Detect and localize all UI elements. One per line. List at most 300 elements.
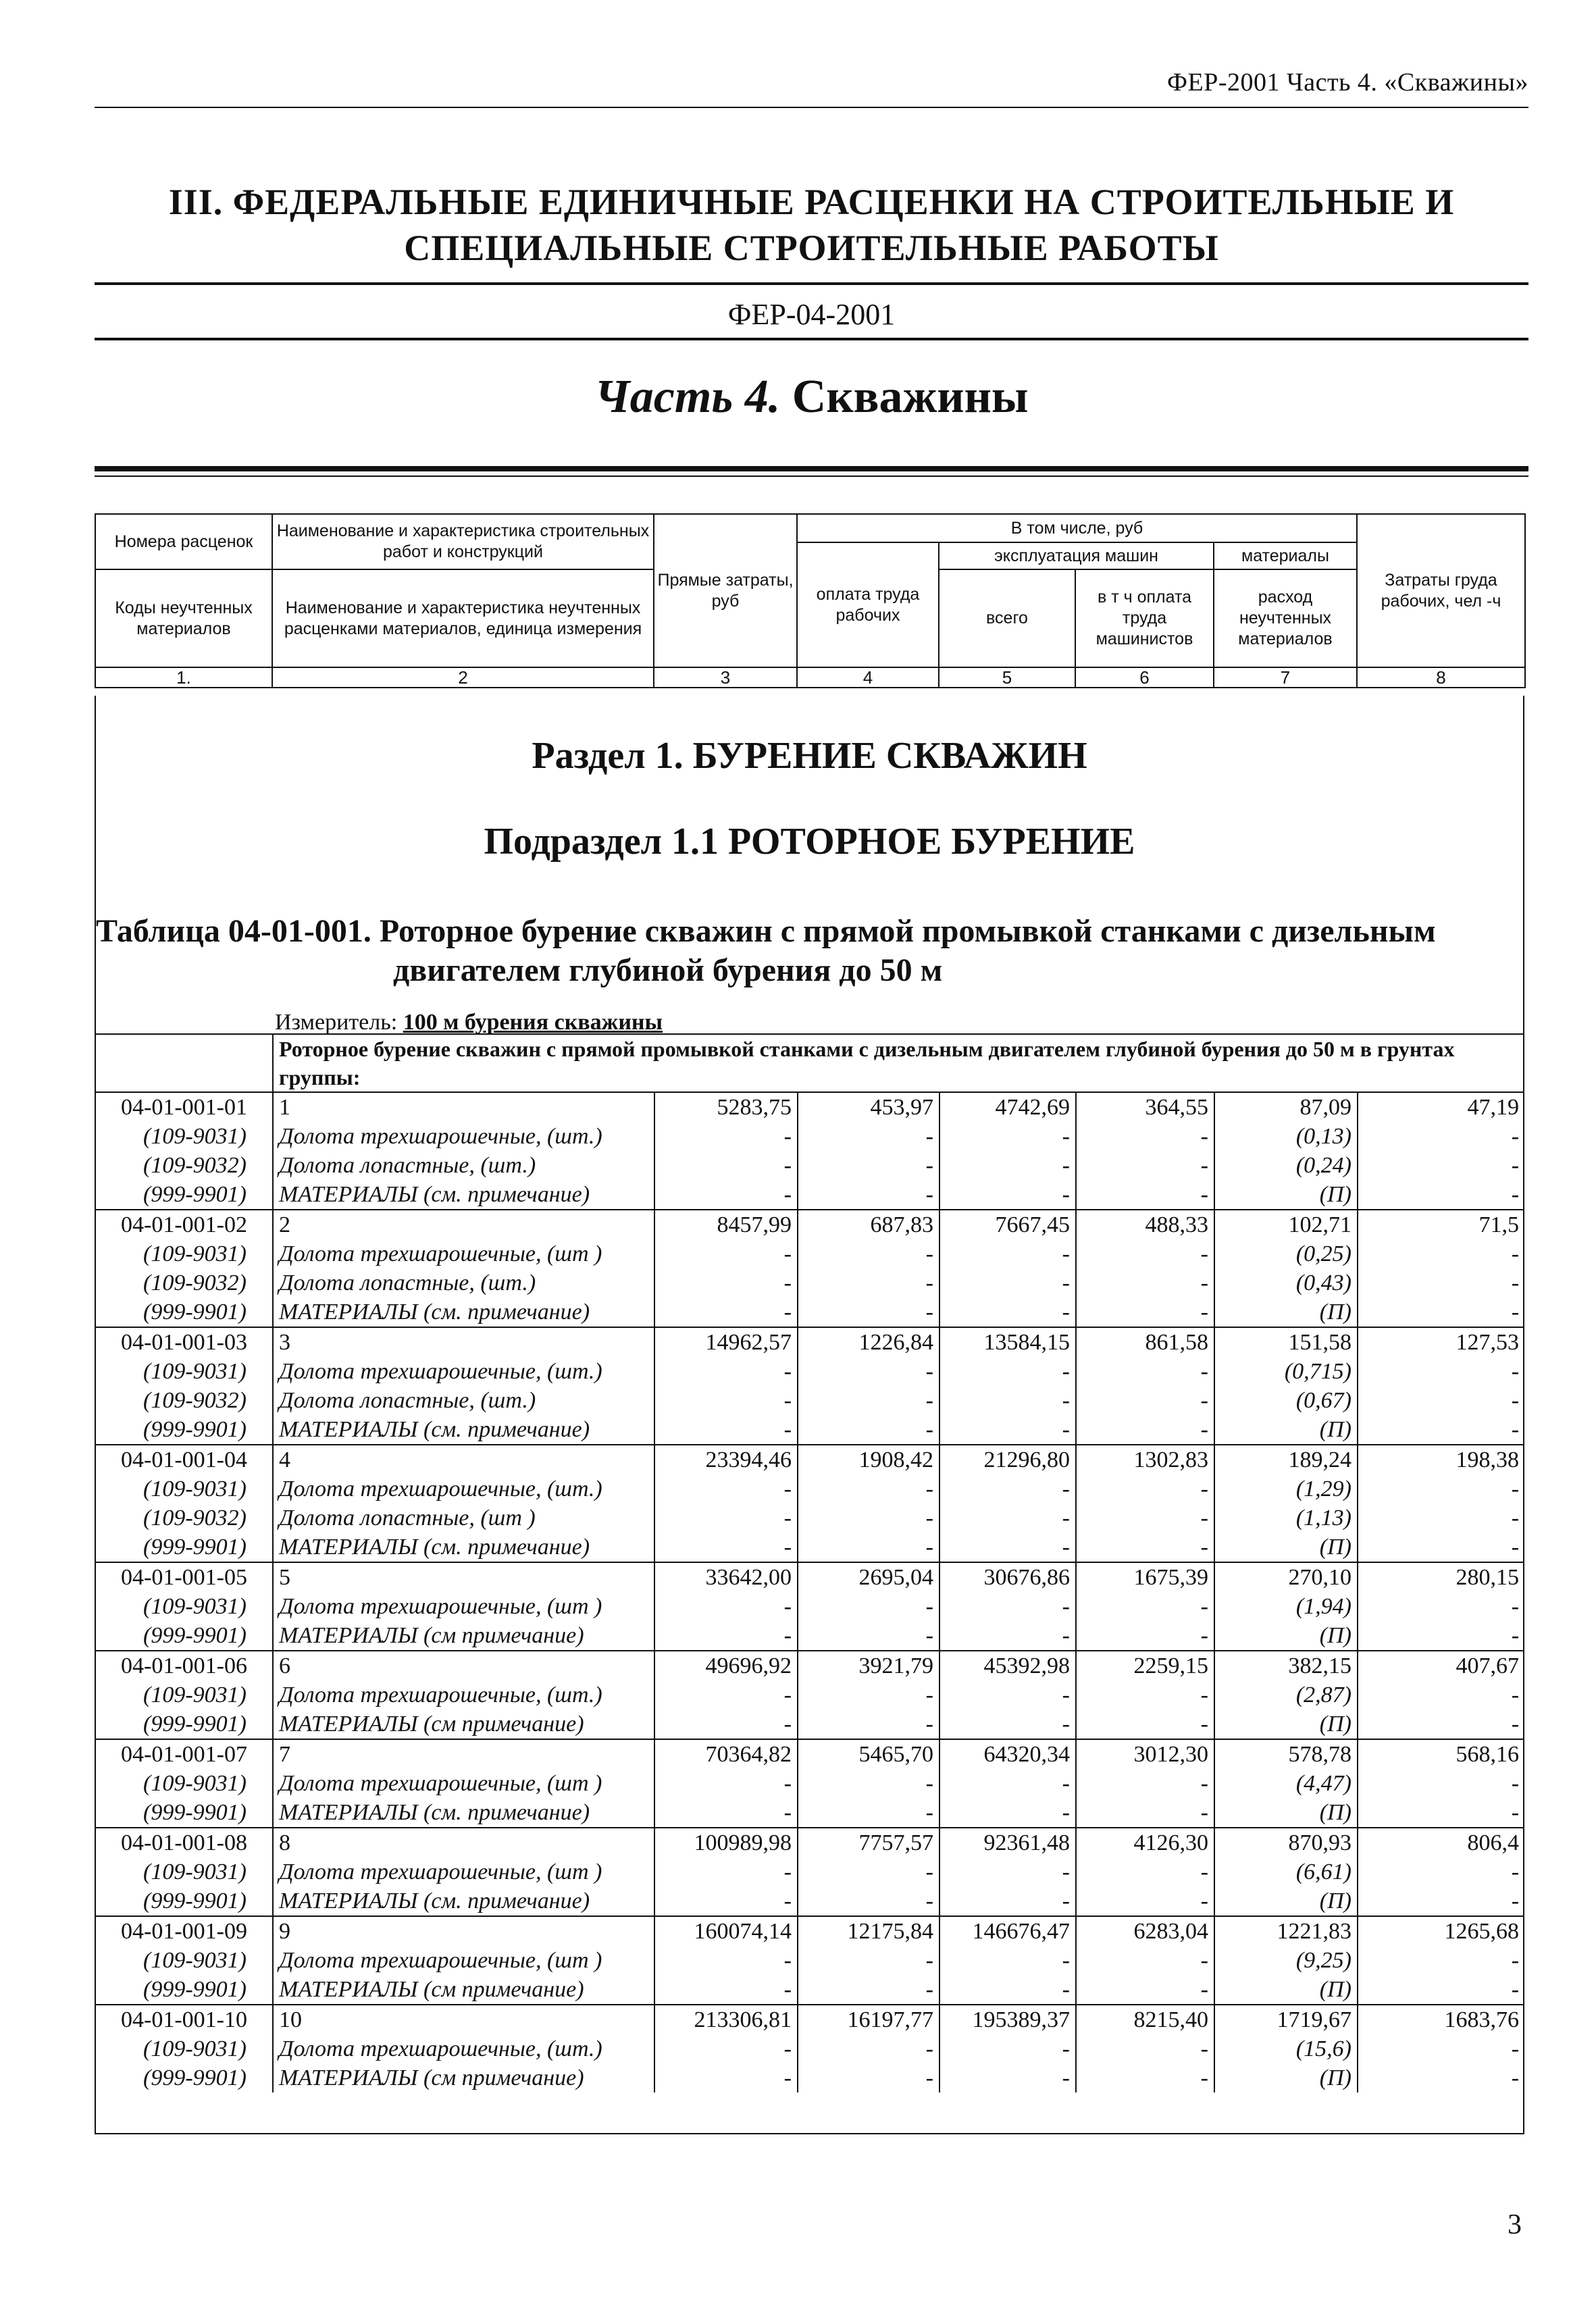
rate-code: 04-01-001-10: [96, 2005, 273, 2034]
rate-name: Долота лопастные, (шт.): [273, 1268, 654, 1297]
workers-pay: -: [798, 1474, 939, 1503]
material-usage: (П): [1214, 1533, 1358, 1562]
direct-costs: -: [654, 1533, 798, 1562]
operators-pay: -: [1076, 1533, 1214, 1562]
machines-total: -: [939, 1886, 1076, 1916]
labor-hours: 198,38: [1358, 1445, 1524, 1474]
rate-row: [96, 1562, 1524, 1592]
rate-name: Долота лопастные, (шт.): [273, 1151, 654, 1180]
workers-pay: 12175,84: [798, 1916, 939, 1946]
direct-costs: -: [654, 1975, 798, 2005]
machines-total: -: [939, 1709, 1076, 1739]
column-number: 3: [654, 667, 797, 688]
rate-name: МАТЕРИАЛЫ (см примечание): [273, 1709, 654, 1739]
labor-hours: -: [1358, 1886, 1524, 1916]
material-usage: (1,94): [1214, 1592, 1358, 1621]
unit-of-measure: [275, 1010, 663, 1035]
operators-pay: -: [1076, 1503, 1214, 1533]
machines-total: 146676,47: [939, 1916, 1076, 1946]
intro-spacer: [96, 1034, 273, 1092]
part-name: Скважины: [792, 371, 1029, 423]
column-number: 2: [272, 667, 654, 688]
material-row: [96, 1533, 1524, 1562]
machines-total: 13584,15: [939, 1327, 1076, 1357]
operators-pay: -: [1076, 1415, 1214, 1445]
operators-pay: -: [1076, 1386, 1214, 1415]
rate-code: (999-9901): [143, 1300, 247, 1325]
direct-costs: -: [654, 1769, 798, 1798]
rate-name: 2: [273, 1210, 654, 1239]
material-row: [96, 1297, 1524, 1327]
direct-costs: 49696,92: [654, 1651, 798, 1680]
rate-code: (999-9901): [143, 1182, 247, 1207]
part-rule-thick: [95, 466, 1528, 471]
operators-pay: -: [1076, 1975, 1214, 2005]
material-usage: (П): [1214, 1297, 1358, 1327]
header-direct-costs: Прямые затраты, руб: [654, 514, 797, 667]
material-usage: 578,78: [1214, 1739, 1358, 1769]
direct-costs: -: [654, 2063, 798, 2092]
direct-costs: -: [654, 1474, 798, 1503]
rate-name: 1: [273, 1092, 654, 1122]
rate-code: 04-01-001-08: [96, 1828, 273, 1857]
labor-hours: -: [1358, 1180, 1524, 1210]
machines-total: -: [939, 2063, 1076, 2092]
material-row: [96, 1946, 1524, 1975]
rate-code: 04-01-001-04: [96, 1445, 273, 1474]
material-row: [96, 1386, 1524, 1415]
labor-hours: -: [1358, 1268, 1524, 1297]
material-row: [96, 2063, 1524, 2092]
machines-total: -: [939, 1474, 1076, 1503]
material-usage: 87,09: [1214, 1092, 1358, 1122]
rate-name: 6: [273, 1651, 654, 1680]
direct-costs: 5283,75: [654, 1092, 798, 1122]
rate-name: Долота трехшарошечные, (шт ): [273, 1857, 654, 1886]
header-machine-operation: эксплуатация машин: [939, 542, 1214, 569]
material-usage: (П): [1214, 1709, 1358, 1739]
material-row: [96, 1975, 1524, 2005]
direct-costs: 14962,57: [654, 1327, 798, 1357]
material-usage: (9,25): [1214, 1946, 1358, 1975]
operators-pay: -: [1076, 1946, 1214, 1975]
material-usage: 1719,67: [1214, 2005, 1358, 2034]
rate-code: (109-9032): [143, 1506, 247, 1531]
rate-name: Долота трехшарошечные, (шт ): [273, 1946, 654, 1975]
material-usage: (15,6): [1214, 2034, 1358, 2063]
machines-total: 45392,98: [939, 1651, 1076, 1680]
rate-code: 04-01-001-03: [96, 1327, 273, 1357]
workers-pay: -: [798, 2063, 939, 2092]
workers-pay: -: [798, 1857, 939, 1886]
header-operators-pay: в т ч оплата труда машинистов: [1075, 569, 1214, 667]
material-usage: (0,24): [1214, 1151, 1358, 1180]
direct-costs: -: [654, 1709, 798, 1739]
header-labor-hours: Затраты груда рабочих, чел -ч: [1357, 514, 1525, 667]
rate-row: [96, 1828, 1524, 1857]
rate-code: (999-9901): [143, 1417, 247, 1442]
operators-pay: -: [1076, 1151, 1214, 1180]
labor-hours: -: [1358, 1533, 1524, 1562]
labor-hours: 127,53: [1358, 1327, 1524, 1357]
workers-pay: -: [798, 1769, 939, 1798]
rate-row: [96, 1092, 1524, 1122]
operators-pay: -: [1076, 1239, 1214, 1268]
labor-hours: -: [1358, 1975, 1524, 2005]
material-usage: (0,67): [1214, 1386, 1358, 1415]
rate-name: 10: [273, 2005, 654, 2034]
rate-code: 04-01-001-02: [96, 1210, 273, 1239]
rate-code: 04-01-001-09: [96, 1916, 273, 1946]
rates-table: [96, 1033, 1524, 2092]
rate-name: МАТЕРИАЛЫ (см. примечание): [273, 1180, 654, 1210]
material-usage: (0,715): [1214, 1357, 1358, 1386]
column-number: 5: [939, 667, 1075, 688]
rate-row: [96, 1445, 1524, 1474]
rate-name: МАТЕРИАЛЫ (см примечание): [273, 2063, 654, 2092]
workers-pay: -: [798, 1621, 939, 1651]
measure-label: Измеритель:: [275, 1010, 398, 1035]
rate-code: 04-01-001-07: [96, 1739, 273, 1769]
labor-hours: -: [1358, 1503, 1524, 1533]
workers-pay: 5465,70: [798, 1739, 939, 1769]
measure-value: 100 м бурения скважины: [403, 1010, 663, 1035]
workers-pay: 1908,42: [798, 1445, 939, 1474]
rate-row: [96, 1210, 1524, 1239]
machines-total: -: [939, 1533, 1076, 1562]
material-row: [96, 1857, 1524, 1886]
rate-code: (109-9031): [143, 1682, 247, 1707]
workers-pay: -: [798, 1709, 939, 1739]
operators-pay: -: [1076, 1680, 1214, 1709]
operators-pay: 8215,40: [1076, 2005, 1214, 2034]
workers-pay: -: [798, 1680, 939, 1709]
operators-pay: 3012,30: [1076, 1739, 1214, 1769]
direct-costs: 160074,14: [654, 1916, 798, 1946]
material-usage: 270,10: [1214, 1562, 1358, 1592]
rate-code: (109-9031): [143, 2036, 247, 2061]
labor-hours: -: [1358, 1798, 1524, 1828]
machines-total: -: [939, 1122, 1076, 1151]
machines-total: 21296,80: [939, 1445, 1076, 1474]
direct-costs: -: [654, 1180, 798, 1210]
rate-code: (999-9901): [143, 1800, 247, 1825]
operators-pay: -: [1076, 1886, 1214, 1916]
rate-code: (109-9032): [143, 1270, 247, 1295]
direct-costs: -: [654, 1122, 798, 1151]
column-number: 8: [1357, 667, 1525, 688]
operators-pay: 364,55: [1076, 1092, 1214, 1122]
direct-costs: -: [654, 1357, 798, 1386]
material-usage: (П): [1214, 1975, 1358, 2005]
operators-pay: 4126,30: [1076, 1828, 1214, 1857]
operators-pay: -: [1076, 1268, 1214, 1297]
labor-hours: -: [1358, 1946, 1524, 1975]
workers-pay: -: [798, 1386, 939, 1415]
labor-hours: -: [1358, 1709, 1524, 1739]
column-number: 6: [1075, 667, 1214, 688]
material-row: [96, 1798, 1524, 1828]
section-title: Раздел 1. БУРЕНИЕ СКВАЖИН: [532, 735, 1087, 777]
column-number: 1.: [95, 667, 272, 688]
operators-pay: 488,33: [1076, 1210, 1214, 1239]
labor-hours: -: [1358, 1474, 1524, 1503]
rate-name: Долота трехшарошечные, (шт ): [273, 1239, 654, 1268]
part-title: [95, 370, 1528, 424]
material-row: [96, 1415, 1524, 1445]
rate-code: (109-9031): [143, 1859, 247, 1884]
labor-hours: -: [1358, 2034, 1524, 2063]
part-rule-thin: [95, 475, 1528, 477]
header-material-names: Наименование и характеристика неучтенных расценками материалов, единица измерения: [272, 569, 654, 667]
operators-pay: 1675,39: [1076, 1562, 1214, 1592]
machines-total: 30676,86: [939, 1562, 1076, 1592]
rate-code: (109-9031): [143, 1124, 247, 1149]
machines-total: 92361,48: [939, 1828, 1076, 1857]
material-row: [96, 1180, 1524, 1210]
workers-pay: -: [798, 1946, 939, 1975]
operators-pay: -: [1076, 1297, 1214, 1327]
workers-pay: -: [798, 1592, 939, 1621]
table-title: [96, 912, 1510, 990]
material-row: [96, 1239, 1524, 1268]
part-prefix: Часть 4.: [594, 371, 781, 423]
machines-total: -: [939, 1297, 1076, 1327]
rate-code: (999-9901): [143, 1623, 247, 1648]
machines-total: -: [939, 1621, 1076, 1651]
rate-name: 8: [273, 1828, 654, 1857]
material-row: [96, 1769, 1524, 1798]
labor-hours: 407,67: [1358, 1651, 1524, 1680]
labor-hours: -: [1358, 1680, 1524, 1709]
rate-name: Долота трехшарошечные, (шт.): [273, 1122, 654, 1151]
main-title-line-1: III. ФЕДЕРАЛЬНЫЕ ЕДИНИЧНЫЕ РАСЦЕНКИ НА СТРОИТЕЛЬНЫЕ И: [168, 182, 1455, 222]
material-row: [96, 2034, 1524, 2063]
material-usage: (4,47): [1214, 1769, 1358, 1798]
labor-hours: 1683,76: [1358, 2005, 1524, 2034]
workers-pay: -: [798, 2034, 939, 2063]
main-title-line-2: СПЕЦИАЛЬНЫЕ СТРОИТЕЛЬНЫЕ РАБОТЫ: [404, 228, 1219, 268]
labor-hours: 47,19: [1358, 1092, 1524, 1122]
header-work-name: Наименование и характеристика строительных работ и конструкций: [272, 514, 654, 569]
material-row: [96, 1886, 1524, 1916]
direct-costs: -: [654, 1297, 798, 1327]
direct-costs: 213306,81: [654, 2005, 798, 2034]
material-usage: 382,15: [1214, 1651, 1358, 1680]
workers-pay: -: [798, 1180, 939, 1210]
material-row: [96, 1474, 1524, 1503]
direct-costs: -: [654, 1268, 798, 1297]
workers-pay: -: [798, 1415, 939, 1445]
material-usage: (0,43): [1214, 1268, 1358, 1297]
header-workers-pay: оплата труда рабочих: [797, 542, 939, 667]
workers-pay: -: [798, 1297, 939, 1327]
code-title-bottom-rule: [95, 338, 1528, 340]
material-usage: 102,71: [1214, 1210, 1358, 1239]
workers-pay: -: [798, 1975, 939, 2005]
header-machines-total: всего: [939, 569, 1075, 667]
labor-hours: 568,16: [1358, 1739, 1524, 1769]
rate-code: (109-9032): [143, 1153, 247, 1178]
rate-name: Долота лопастные, (шт.): [273, 1386, 654, 1415]
direct-costs: -: [654, 1886, 798, 1916]
rate-row: [96, 1651, 1524, 1680]
material-row: [96, 1357, 1524, 1386]
operators-pay: -: [1076, 1798, 1214, 1828]
page-number: 3: [1508, 2209, 1522, 2240]
header-materials: материалы: [1214, 542, 1357, 569]
machines-total: 7667,45: [939, 1210, 1076, 1239]
machines-total: 64320,34: [939, 1739, 1076, 1769]
workers-pay: -: [798, 1533, 939, 1562]
machines-total: -: [939, 1503, 1076, 1533]
direct-costs: -: [654, 1592, 798, 1621]
material-usage: (П): [1214, 1180, 1358, 1210]
labor-hours: -: [1358, 1621, 1524, 1651]
operators-pay: -: [1076, 1857, 1214, 1886]
header-material-usage: расход неучтенных материалов: [1214, 569, 1357, 667]
direct-costs: -: [654, 1239, 798, 1268]
workers-pay: 1226,84: [798, 1327, 939, 1357]
rate-name: Долота трехшарошечные, (шт.): [273, 2034, 654, 2063]
machines-total: -: [939, 1798, 1076, 1828]
direct-costs: -: [654, 1798, 798, 1828]
rate-name: 9: [273, 1916, 654, 1946]
machines-total: -: [939, 1151, 1076, 1180]
rate-name: МАТЕРИАЛЫ (см. примечание): [273, 1297, 654, 1327]
material-usage: (6,61): [1214, 1857, 1358, 1886]
machines-total: -: [939, 1268, 1076, 1297]
subsection-title: Подраздел 1.1 РОТОРНОЕ БУРЕНИЕ: [484, 821, 1135, 863]
workers-pay: -: [798, 1122, 939, 1151]
material-row: [96, 1680, 1524, 1709]
material-row: [96, 1621, 1524, 1651]
direct-costs: 70364,82: [654, 1739, 798, 1769]
material-usage: (1,13): [1214, 1503, 1358, 1533]
material-usage: (П): [1214, 1621, 1358, 1651]
labor-hours: -: [1358, 1122, 1524, 1151]
material-row: [96, 1709, 1524, 1739]
rate-code: (999-9901): [143, 1535, 247, 1560]
workers-pay: 7757,57: [798, 1828, 939, 1857]
table-title-line-2: двигателем глубиной бурения до 50 м: [393, 952, 943, 988]
rate-name: Долота трехшарошечные, (шт.): [273, 1474, 654, 1503]
workers-pay: -: [798, 1503, 939, 1533]
machines-total: 4742,69: [939, 1092, 1076, 1122]
labor-hours: -: [1358, 1592, 1524, 1621]
rate-code: 04-01-001-01: [96, 1092, 273, 1122]
material-row: [96, 1503, 1524, 1533]
workers-pay: 453,97: [798, 1092, 939, 1122]
labor-hours: -: [1358, 1239, 1524, 1268]
machines-total: 195389,37: [939, 2005, 1076, 2034]
rate-name: Долота трехшарошечные, (шт ): [273, 1769, 654, 1798]
labor-hours: 71,5: [1358, 1210, 1524, 1239]
direct-costs: -: [654, 1621, 798, 1651]
code-title: ФЕР-04-2001: [727, 298, 896, 331]
rate-code: (109-9031): [143, 1241, 247, 1266]
operators-pay: -: [1076, 1180, 1214, 1210]
table-body: [95, 696, 1524, 2134]
direct-costs: 8457,99: [654, 1210, 798, 1239]
material-row: [96, 1268, 1524, 1297]
rate-code: (999-9901): [143, 2065, 247, 2090]
operators-pay: 1302,83: [1076, 1445, 1214, 1474]
machines-total: -: [939, 1386, 1076, 1415]
machines-total: -: [939, 1239, 1076, 1268]
workers-pay: -: [798, 1886, 939, 1916]
material-row: [96, 1122, 1524, 1151]
table-title-line-1: Таблица 04-01-001. Роторное бурение скважин с прямой промывкой станками с дизельным: [96, 913, 1436, 949]
rate-code: (999-9901): [143, 1977, 247, 2002]
rate-code: 04-01-001-05: [96, 1562, 273, 1592]
labor-hours: -: [1358, 1357, 1524, 1386]
operators-pay: -: [1076, 2034, 1214, 2063]
rate-row: [96, 1327, 1524, 1357]
rate-code: (109-9031): [143, 1359, 247, 1384]
direct-costs: -: [654, 1946, 798, 1975]
rate-code: (999-9901): [143, 1888, 247, 1913]
rate-name: 4: [273, 1445, 654, 1474]
labor-hours: -: [1358, 1857, 1524, 1886]
labor-hours: -: [1358, 1297, 1524, 1327]
machines-total: -: [939, 2034, 1076, 2063]
rate-row: [96, 1739, 1524, 1769]
header-including: В том числе, руб: [797, 514, 1357, 542]
direct-costs: -: [654, 1151, 798, 1180]
intro-text: Роторное бурение скважин с прямой промывкой станками с дизельным двигателем глубиной бурения до 50 м в грунтах группы:: [273, 1034, 1524, 1092]
direct-costs: -: [654, 1386, 798, 1415]
rate-name: Долота трехшарошечные, (шт.): [273, 1357, 654, 1386]
operators-pay: 2259,15: [1076, 1651, 1214, 1680]
rate-name: 5: [273, 1562, 654, 1592]
workers-pay: 687,83: [798, 1210, 939, 1239]
direct-costs: 100989,98: [654, 1828, 798, 1857]
direct-costs: -: [654, 1857, 798, 1886]
labor-hours: 280,15: [1358, 1562, 1524, 1592]
machines-total: -: [939, 1357, 1076, 1386]
workers-pay: -: [798, 1357, 939, 1386]
intro-row: [96, 1034, 1524, 1092]
operators-pay: -: [1076, 1122, 1214, 1151]
labor-hours: -: [1358, 1386, 1524, 1415]
workers-pay: -: [798, 1239, 939, 1268]
direct-costs: -: [654, 2034, 798, 2063]
material-usage: (0,25): [1214, 1239, 1358, 1268]
rate-row: [96, 2005, 1524, 2034]
rate-name: МАТЕРИАЛЫ (см примечание): [273, 1975, 654, 2005]
rate-name: Долота лопастные, (шт ): [273, 1503, 654, 1533]
labor-hours: 1265,68: [1358, 1916, 1524, 1946]
labor-hours: -: [1358, 2063, 1524, 2092]
operators-pay: -: [1076, 1621, 1214, 1651]
workers-pay: 2695,04: [798, 1562, 939, 1592]
rate-name: МАТЕРИАЛЫ (см. примечание): [273, 1415, 654, 1445]
material-usage: (П): [1214, 1415, 1358, 1445]
material-row: [96, 1592, 1524, 1621]
operators-pay: -: [1076, 2063, 1214, 2092]
workers-pay: -: [798, 1268, 939, 1297]
operators-pay: 6283,04: [1076, 1916, 1214, 1946]
operators-pay: -: [1076, 1709, 1214, 1739]
machines-total: -: [939, 1592, 1076, 1621]
machines-total: -: [939, 1769, 1076, 1798]
rate-code: (109-9031): [143, 1948, 247, 1973]
rate-code: (109-9031): [143, 1476, 247, 1501]
material-usage: (П): [1214, 2063, 1358, 2092]
rate-name: Долота трехшарошечные, (шт.): [273, 1680, 654, 1709]
material-usage: 189,24: [1214, 1445, 1358, 1474]
